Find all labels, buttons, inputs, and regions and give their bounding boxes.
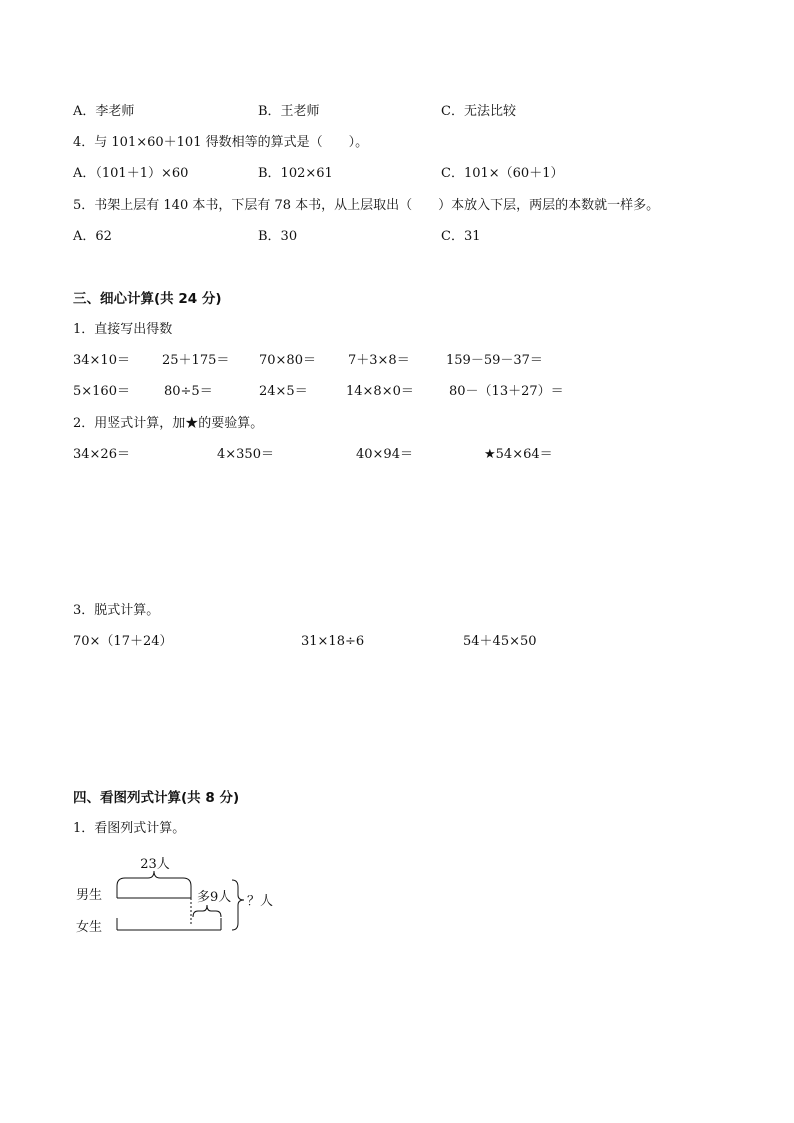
q4-option-a: A．（101＋1）×60: [73, 166, 189, 181]
difference-label: 多9人: [197, 890, 232, 905]
mental-calc-item: 80÷5＝: [164, 384, 213, 399]
mental-calc-item: 80－（13＋27）＝: [449, 384, 564, 399]
section4-heading: 四、看图列式计算(共 8 分): [73, 790, 240, 806]
q3-option-a: A．李老师: [73, 104, 135, 119]
mental-calc-item: 159－59－37＝: [446, 353, 543, 368]
section4-p1-title: 1．看图列式计算。: [73, 821, 186, 836]
step-calc-item: 31×18÷6: [301, 634, 365, 649]
section3-heading: 三、细心计算(共 24 分): [73, 291, 222, 307]
vertical-calc-item: 34×26＝: [73, 447, 130, 462]
q4-option-c: C．101×（60＋1）: [441, 166, 564, 181]
q5-option-a: A．62: [73, 229, 112, 244]
vertical-calc-item: 40×94＝: [356, 447, 413, 462]
total-label: ？人: [247, 894, 274, 909]
q5-option-b: B．30: [258, 229, 298, 244]
vertical-calc-item: ★54×64＝: [484, 447, 553, 462]
boys-count-brace: [117, 871, 191, 886]
mental-calc-item: 14×8×0＝: [346, 384, 414, 399]
q4-question: 4．与 101×60＋101 得数相等的算式是（ ）。: [73, 135, 369, 150]
q5-question: 5．书架上层有 140 本书，下层有 78 本书，从上层取出（ ）本放入下层，两层的本数就一样多。: [73, 198, 660, 213]
mental-calc-item: 25＋175＝: [162, 353, 230, 368]
q3-option-c: C．无法比较: [441, 104, 516, 119]
mental-calc-item: 70×80＝: [259, 353, 316, 368]
q5-option-c: C．31: [441, 229, 481, 244]
mental-calc-item: 34×10＝: [73, 353, 130, 368]
step-calc-item: 54＋45×50: [463, 634, 537, 649]
mental-calc-item: 5×160＝: [73, 384, 130, 399]
q3-option-b: B．王老师: [258, 104, 320, 119]
mental-calc-item: 7＋3×8＝: [348, 353, 410, 368]
section3-p2-title: 2．用竖式计算，加★的要验算。: [73, 416, 264, 431]
girls-label: 女生: [76, 920, 103, 935]
vertical-calc-item: 4×350＝: [217, 447, 274, 462]
total-brace: [232, 880, 244, 930]
difference-brace: [193, 905, 221, 917]
q4-option-b: B．102×61: [258, 166, 333, 181]
boys-count-label: 23人: [140, 857, 170, 872]
section3-p3-title: 3．脱式计算。: [73, 603, 160, 618]
step-calc-item: 70×（17＋24）: [73, 634, 173, 649]
mental-calc-item: 24×5＝: [259, 384, 308, 399]
boys-label: 男生: [76, 888, 103, 903]
section3-p1-title: 1．直接写出得数: [73, 322, 173, 337]
